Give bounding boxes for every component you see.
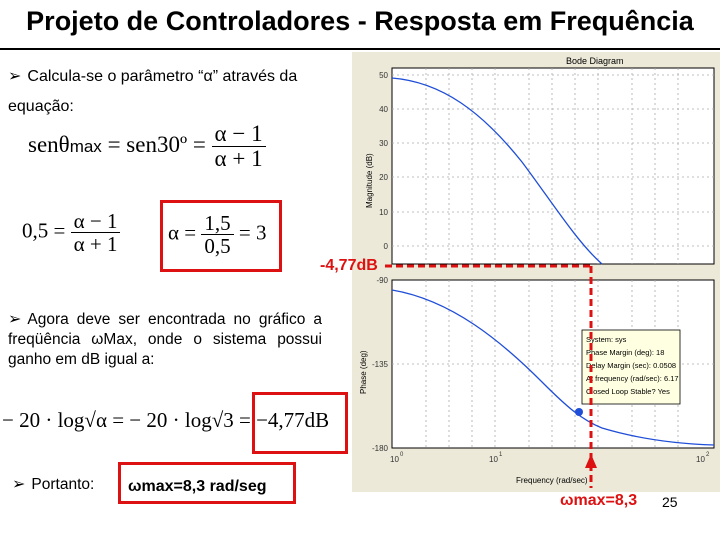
wmax-annotation: ωmax=8,3	[560, 492, 638, 509]
eq2-den: α + 1	[73, 232, 118, 257]
x-tick: 10	[696, 455, 705, 464]
bullet-3-text: Portanto:	[31, 476, 95, 493]
datatip-line: System: sys	[586, 335, 627, 344]
bullet-arrow-icon: ➢	[8, 68, 22, 85]
eq1-sub: max	[69, 136, 102, 156]
db-annotation: -4,77dB	[320, 257, 378, 274]
eq1-num: α − 1	[212, 122, 266, 147]
eq1-lhs: senθ	[28, 131, 70, 157]
bode-ylabel-magnitude: Magnitude (dB)	[365, 153, 374, 208]
eq4-part: √α	[84, 408, 107, 432]
bullet-3	[12, 474, 94, 494]
bullet-arrow-icon: ➢	[8, 311, 22, 328]
page-number: 25	[662, 494, 678, 510]
bode-ylabel-phase: Phase (deg)	[359, 350, 368, 394]
equation-4-highlight	[252, 392, 348, 454]
eq2-lhs: 0,5 =	[22, 218, 71, 243]
phase-tick: -180	[371, 444, 388, 453]
x-tick-exp: 0	[400, 452, 404, 458]
bullet-arrow-icon: ➢	[12, 476, 26, 493]
datatip-line: Phase Margin (deg): 18	[586, 348, 665, 357]
x-tick: 10	[390, 455, 399, 464]
eq3-den: 0,5	[204, 234, 231, 259]
bullet-1-text: Calcula-se o parâmetro “α” através da	[27, 68, 298, 85]
eq2-num: α − 1	[71, 210, 121, 233]
bullet-2-text: Agora deve ser encontrada no gráfico a freqüência ωMax, onde o sistema possui ganho em dB igual a:	[8, 311, 322, 368]
x-tick-exp: 2	[706, 452, 710, 458]
x-tick: 10	[489, 455, 498, 464]
arrow-up-icon	[585, 454, 597, 468]
mag-tick: 20	[379, 173, 388, 182]
eq4-part: − 20 · log	[2, 408, 85, 432]
mag-tick: 50	[379, 71, 388, 80]
mag-tick: 0	[383, 242, 388, 251]
eq3-lhs: α =	[168, 220, 202, 245]
datatip-line: At frequency (rad/sec): 6.17	[586, 374, 679, 383]
mag-tick: 40	[379, 105, 388, 114]
eq1-mid: = sen30º =	[101, 131, 212, 157]
phase-tick: -90	[376, 276, 388, 285]
phase-tick: -135	[371, 360, 388, 369]
slide-title: Projeto de Controladores - Resposta em Frequência	[26, 6, 694, 36]
eq3-num: 1,5	[201, 212, 233, 235]
datatip-line: Closed Loop Stable? Yes	[586, 387, 670, 396]
bode-xlabel: Frequency (rad/sec)	[516, 476, 588, 485]
datatip-line: Delay Margin (sec): 0.0508	[586, 361, 677, 370]
eq3-rhs: = 3	[233, 220, 267, 245]
x-tick-exp: 1	[499, 452, 503, 458]
eq1-den: α + 1	[214, 146, 263, 172]
mag-tick: 30	[379, 139, 388, 148]
bullet-2	[8, 310, 322, 370]
mag-tick: 10	[379, 208, 388, 217]
eq4-part: = −4,77dB	[233, 408, 330, 432]
eq4-part: √3	[211, 408, 234, 432]
bullet-1-cont: equação:	[8, 98, 74, 115]
bode-title: Bode Diagram	[566, 56, 624, 66]
wmax-result: ωmax=8,3 rad/seg	[128, 478, 267, 495]
eq4-part: = − 20 · log	[106, 408, 212, 432]
